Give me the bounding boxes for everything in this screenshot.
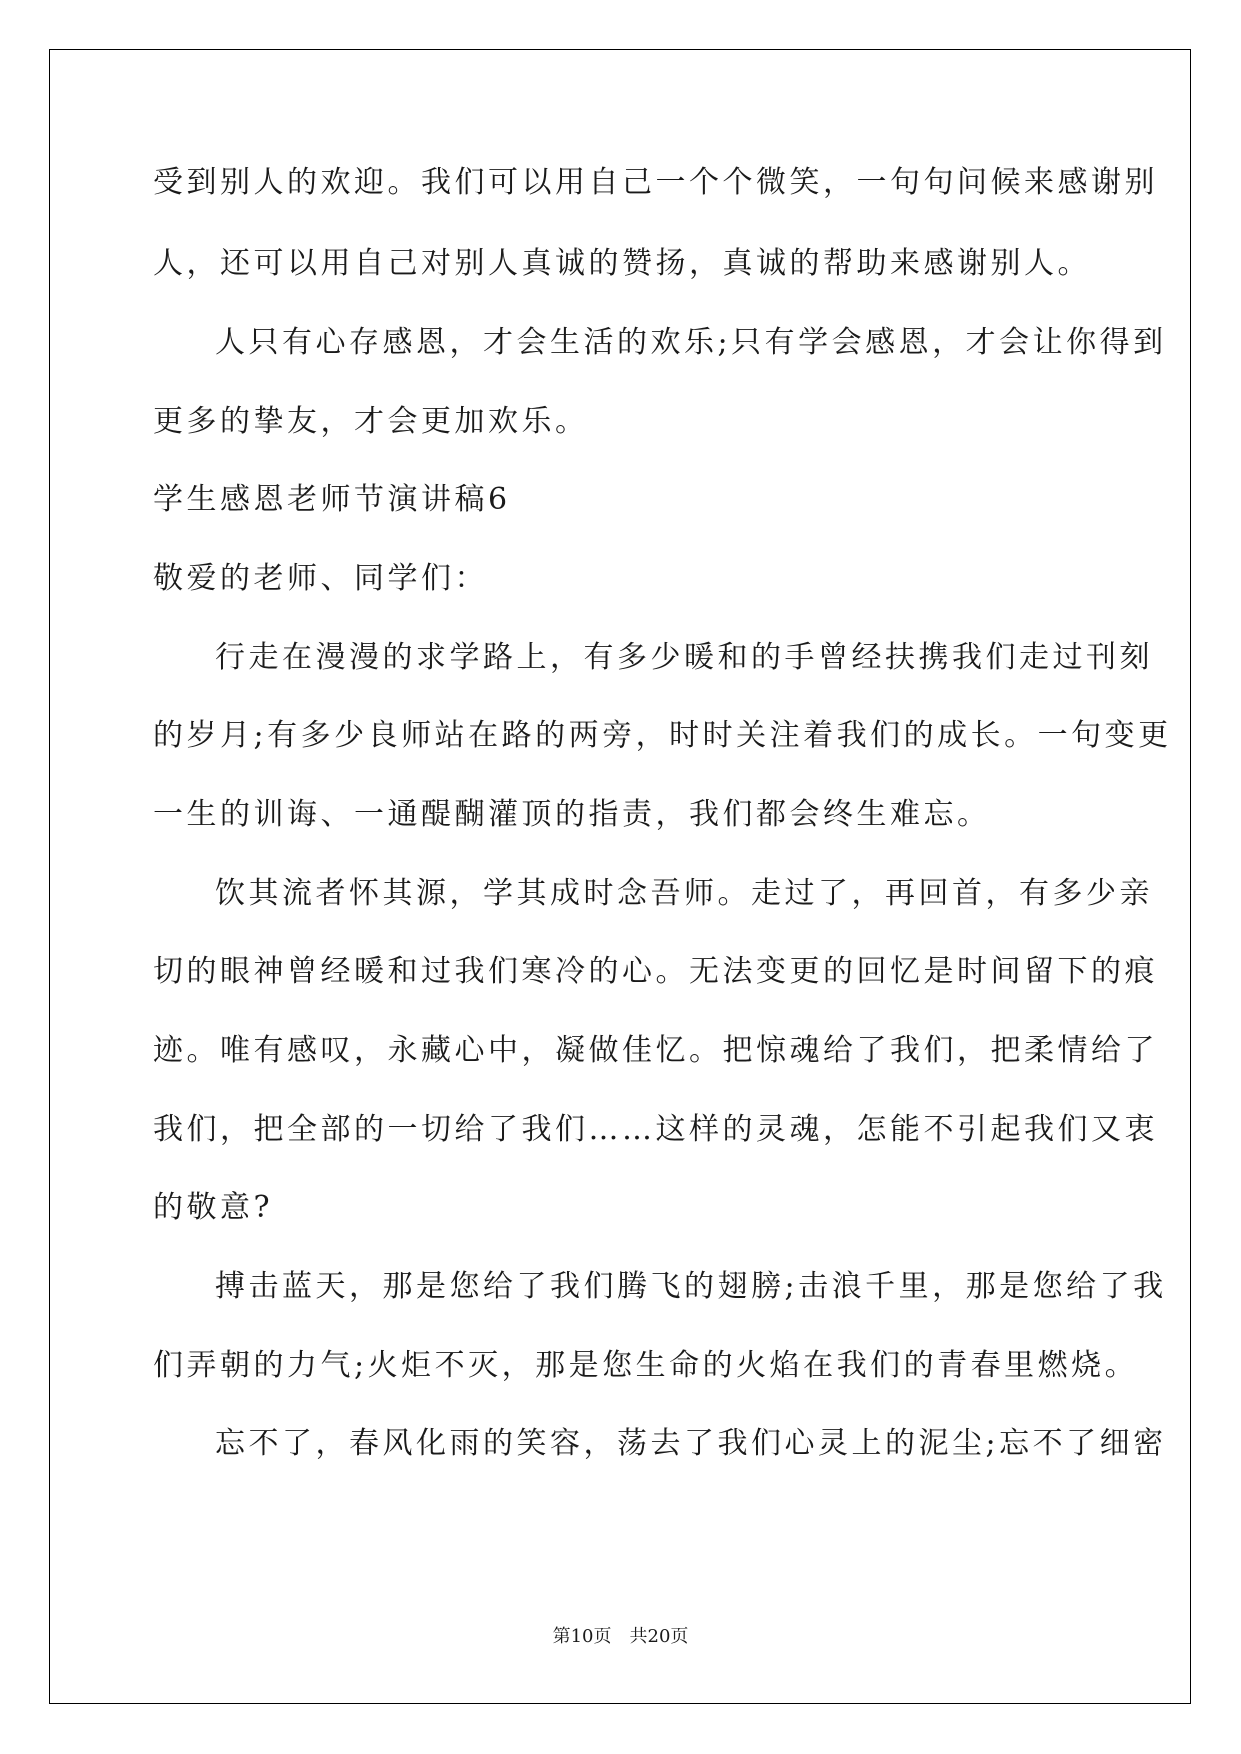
paragraph-start-line: 人只有心存感恩，才会生活的欢乐;只有学会感恩，才会让你得到 bbox=[215, 325, 1167, 360]
text-line: 受到别人的欢迎。我们可以用自己一个个微笑，一句句问候来感谢别 bbox=[153, 165, 1158, 200]
text-line: 迹。唯有感叹，永藏心中，凝做佳忆。把惊魂给了我们，把柔情给了 bbox=[153, 1033, 1158, 1068]
text-line: 们弄朝的力气;火炬不灭，那是您生命的火焰在我们的青春里燃烧。 bbox=[153, 1348, 1139, 1383]
section-title: 学生感恩老师节演讲稿6 bbox=[153, 482, 511, 517]
salutation: 敬爱的老师、同学们： bbox=[153, 561, 488, 596]
text-line: 更多的挚友，才会更加欢乐。 bbox=[153, 404, 589, 439]
text-line: 切的眼神曾经暖和过我们寒冷的心。无法变更的回忆是时间留下的痕 bbox=[153, 954, 1158, 989]
page-number: 第10页 共20页 bbox=[552, 1626, 689, 1647]
text-line: 我们，把全部的一切给了我们……这样的灵魂，怎能不引起我们又衷 bbox=[153, 1112, 1158, 1147]
paragraph-start-line: 饮其流者怀其源，学其成时念吾师。走过了，再回首，有多少亲 bbox=[215, 876, 1153, 911]
paragraph-start-line: 搏击蓝天，那是您给了我们腾飞的翅膀;击浪千里，那是您给了我 bbox=[215, 1269, 1167, 1304]
text-line: 的岁月;有多少良师站在路的两旁，时时关注着我们的成长。一句变更 bbox=[153, 718, 1172, 753]
paragraph-start-line: 忘不了，春风化雨的笑容，荡去了我们心灵上的泥尘;忘不了细密 bbox=[215, 1426, 1167, 1461]
text-line: 一生的训诲、一通醍醐灌顶的指责，我们都会终生难忘。 bbox=[153, 797, 991, 832]
text-line: 的敬意? bbox=[153, 1190, 274, 1225]
paragraph-start-line: 行走在漫漫的求学路上，有多少暖和的手曾经扶携我们走过刊刻 bbox=[215, 640, 1153, 675]
text-line: 人，还可以用自己对别人真诚的赞扬，真诚的帮助来感谢别人。 bbox=[153, 246, 1091, 281]
